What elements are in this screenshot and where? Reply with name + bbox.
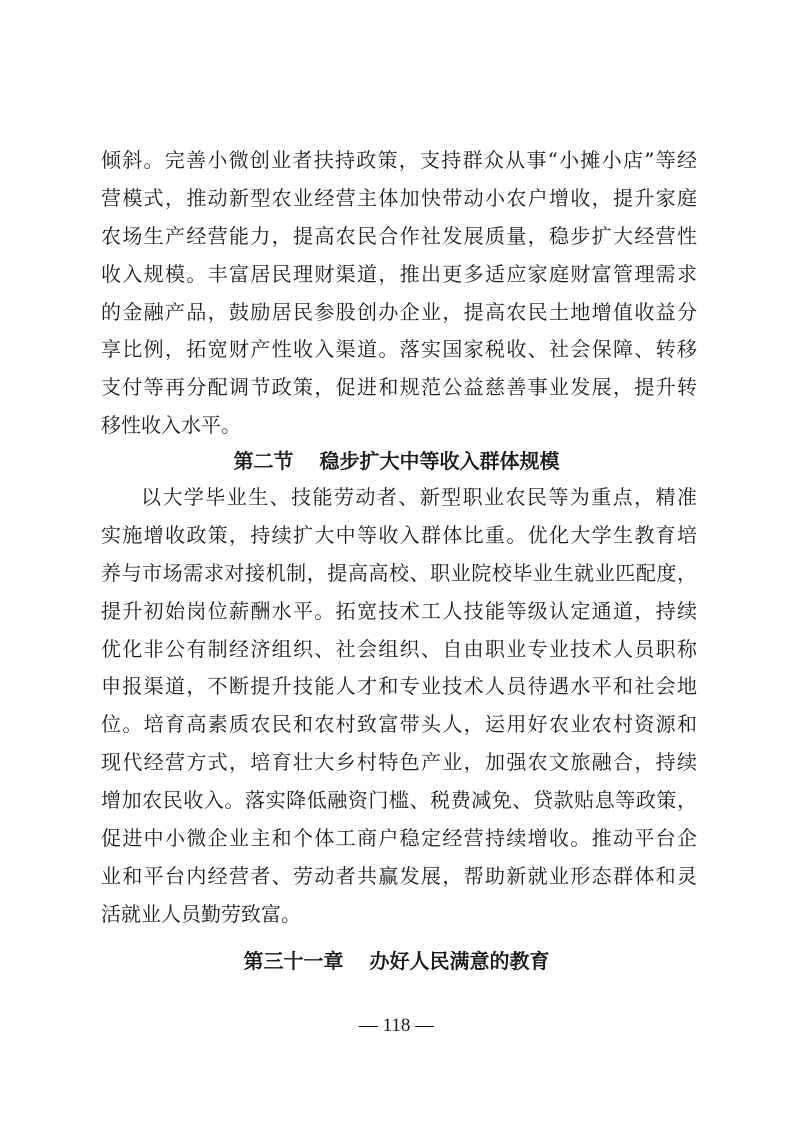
text-line: 提升初始岗位薪酬水平。拓宽技术工人技能等级认定通道，持续 (101, 598, 697, 623)
text-line: 移性收入水平。 (101, 413, 241, 438)
text-line: 养与市场需求对接机制，提高高校、职业院校毕业生就业匹配度， (101, 560, 697, 585)
paragraph-2 (101, 479, 697, 934)
text-line: 申报渠道，不断提升技能人才和专业技术人员待遇水平和社会地 (101, 674, 697, 699)
chapter-title: 办好人民满意的教育 (369, 949, 550, 973)
page-number: — 118 — (358, 1015, 435, 1036)
text-line: 活就业人员勤劳致富。 (101, 901, 301, 926)
text-line: 位。培育高素质农民和农村致富带头人，运用好农业农村资源和 (101, 712, 697, 737)
text-line: 营模式，推动新型农业经营主体加快带动小农户增收，提升家庭 (101, 185, 697, 210)
text-line: 的金融产品，鼓励居民参股创办企业，提高农民土地增值收益分 (101, 299, 697, 324)
text-line: 现代经营方式，培育壮大乡村特色产业，加强农文旅融合，持续 (101, 750, 697, 775)
chapter-heading (0, 942, 793, 980)
text-line: 倾斜。完善小微创业者扶持政策，支持群众从事“小摊小店”等经 (101, 148, 697, 172)
text-line: 支付等再分配调节政策，促进和规范公益慈善事业发展，提升转 (101, 375, 697, 400)
text-line: 以大学毕业生、技能劳动者、新型职业农民等为重点，精准 (141, 485, 697, 509)
text-line: 增加农民收入。落实降低融资门槛、税费减免、贷款贴息等政策， (101, 788, 697, 813)
chapter-number: 第三十一章 (243, 949, 344, 973)
section-heading (0, 442, 793, 480)
paragraph-1 (101, 142, 697, 445)
text-line: 农场生产经营能力，提高农民合作社发展质量，稳步扩大经营性 (101, 223, 697, 248)
section-number: 第二节 (233, 449, 294, 473)
text-line: 实施增收政策，持续扩大中等收入群体比重。优化大学生教育培 (101, 522, 697, 547)
text-line: 享比例，拓宽财产性收入渠道。落实国家税收、社会保障、转移 (101, 337, 697, 362)
text-line: 业和平台内经营者、劳动者共赢发展，帮助新就业形态群体和灵 (101, 863, 697, 888)
section-title: 稳步扩大中等收入群体规模 (319, 449, 560, 473)
text-line: 优化非公有制经济组织、社会组织、自由职业专业技术人员职称 (101, 636, 697, 661)
text-line: 收入规模。丰富居民理财渠道，推出更多适应家庭财富管理需求 (101, 261, 697, 286)
text-line: 促进中小微企业主和个体工商户稳定经营持续增收。推动平台企 (101, 826, 697, 851)
